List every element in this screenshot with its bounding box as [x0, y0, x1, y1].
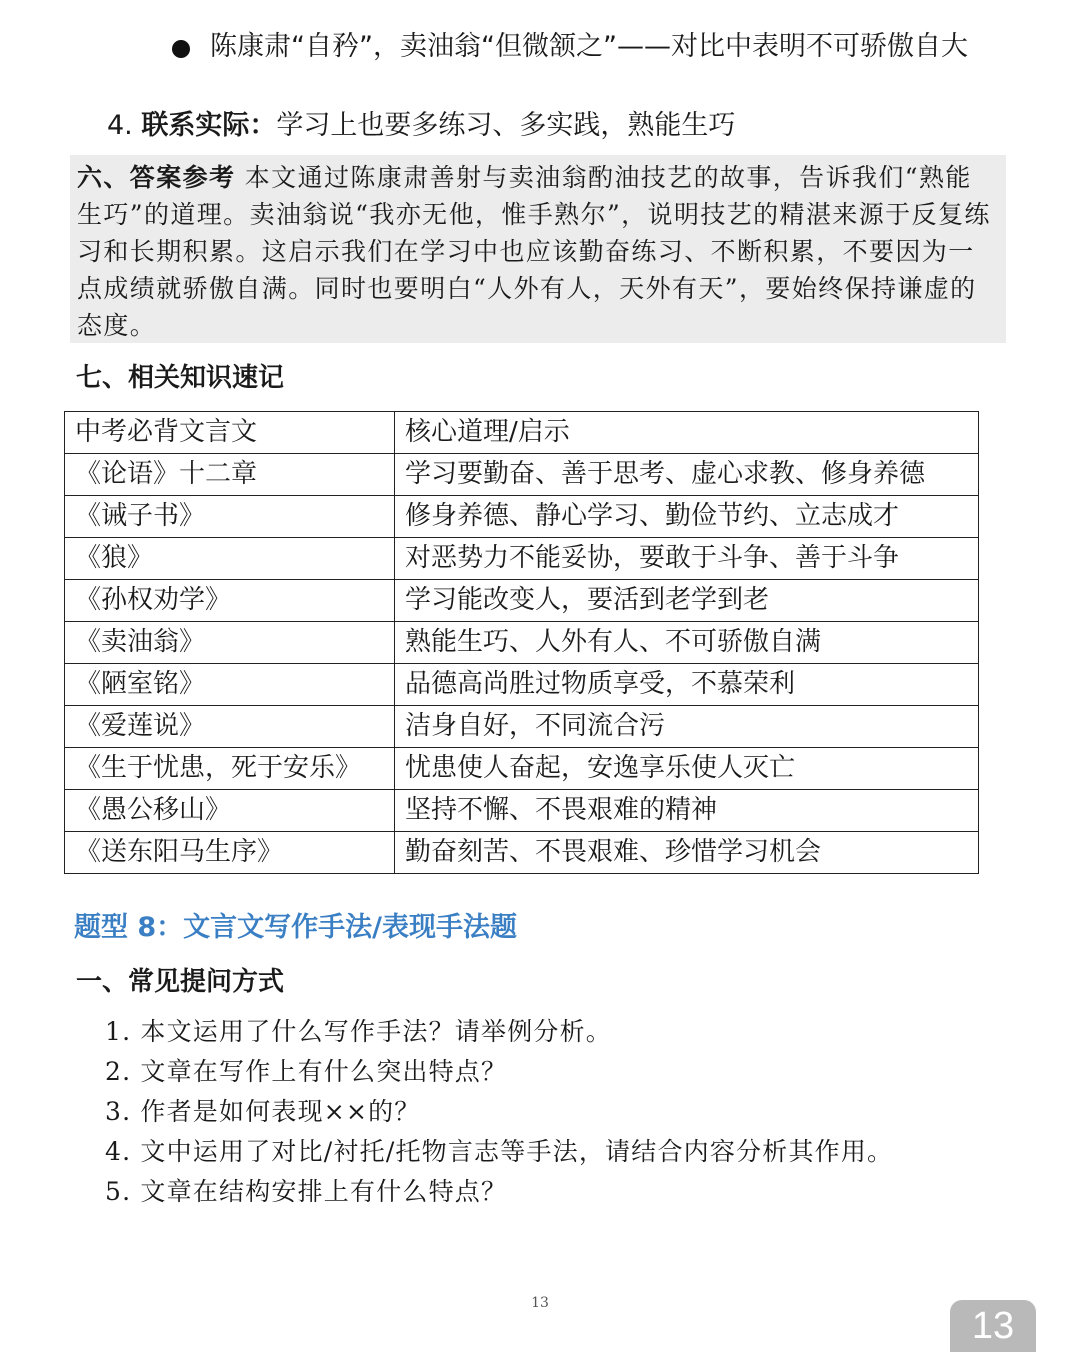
table-cell-title: 《卖油翁》 — [65, 622, 395, 664]
answer-reference-box — [70, 155, 1006, 343]
section-1-title: 一、常见提问方式 — [76, 967, 285, 997]
table-header-cell: 核心道理/启示 — [395, 412, 979, 454]
point-4-number: 4. — [107, 110, 133, 141]
table-cell-lesson: 坚持不懈、不畏艰难的精神 — [395, 790, 979, 832]
list-item: 5. 文章在结构安排上有什么特点？ — [105, 1177, 508, 1206]
table-cell-title: 《孙权劝学》 — [65, 580, 395, 622]
table-cell-title: 《送东阳马生序》 — [65, 832, 395, 874]
table-header-row — [65, 412, 979, 454]
table-cell-lesson: 熟能生巧、人外有人、不可骄傲自满 — [395, 622, 979, 664]
bullet-text: 陈康肃“自矜”，卖油翁“但微颔之”——对比中表明不可骄傲自大 — [210, 31, 968, 62]
table-row — [65, 622, 979, 664]
question-type-heading: 题型 8：文言文写作手法/表现手法题 — [74, 912, 518, 943]
point-4-label: 联系实际： — [141, 110, 277, 141]
table-cell-title: 《爱莲说》 — [65, 706, 395, 748]
table-row — [65, 664, 979, 706]
table-row — [65, 496, 979, 538]
knowledge-table — [64, 411, 979, 874]
table-row — [65, 454, 979, 496]
question-list — [105, 1012, 1005, 1212]
list-item: 4. 文中运用了对比/衬托/托物言志等手法，请结合内容分析其作用。 — [105, 1137, 894, 1166]
table-row — [65, 706, 979, 748]
table-cell-lesson: 勤奋刻苦、不畏艰难、珍惜学习机会 — [395, 832, 979, 874]
list-item: 1. 本文运用了什么写作手法？请举例分析。 — [105, 1017, 613, 1046]
table-row — [65, 580, 979, 622]
point-4 — [107, 107, 735, 145]
table-cell-title: 《陋室铭》 — [65, 664, 395, 706]
table-row — [65, 790, 979, 832]
answer-body: 本文通过陈康肃善射与卖油翁酌油技艺的故事，告诉我们“熟能生巧”的道理。卖油翁说“我亦无他，惟手熟尔”，说明技艺的精湛来源于反复练习和长期积累。这启示我们在学习中也应该勤奋练习、不断积累，不要因为一点成绩就骄傲自满。同时也要明白“人外有人，天外有天”，要始终保持谦虚的态度。 — [77, 163, 991, 340]
table-cell-title: 《论语》十二章 — [65, 454, 395, 496]
table-cell-title: 《狼》 — [65, 538, 395, 580]
section-7-title: 七、相关知识速记 — [76, 363, 285, 393]
table-cell-title: 《愚公移山》 — [65, 790, 395, 832]
table-row — [65, 538, 979, 580]
page-number: 13 — [531, 1295, 549, 1311]
bullet-icon — [172, 40, 190, 58]
point-4-text: 学习上也要多练习、多实践，熟能生巧 — [276, 110, 736, 141]
table-cell-lesson: 品德高尚胜过物质享受，不慕荣利 — [395, 664, 979, 706]
list-item: 3. 作者是如何表现××的？ — [105, 1097, 421, 1126]
table-cell-lesson: 学习要勤奋、善于思考、虚心求教、修身养德 — [395, 454, 979, 496]
table-row — [65, 748, 979, 790]
table-cell-lesson: 对恶势力不能妥协，要敢于斗争、善于斗争 — [395, 538, 979, 580]
table-cell-title: 《诫子书》 — [65, 496, 395, 538]
answer-heading: 六、答案参考 — [77, 163, 236, 192]
table-row — [65, 832, 979, 874]
table-header-cell: 中考必背文言文 — [65, 412, 395, 454]
table-cell-lesson: 学习能改变人，要活到老学到老 — [395, 580, 979, 622]
table-cell-lesson: 洁身自好，不同流合污 — [395, 706, 979, 748]
table-cell-title: 《生于忧患，死于安乐》 — [65, 748, 395, 790]
table-cell-lesson: 忧患使人奋起，安逸享乐使人灭亡 — [395, 748, 979, 790]
page-badge: 13 — [950, 1300, 1036, 1352]
table-cell-lesson: 修身养德、静心学习、勤俭节约、立志成才 — [395, 496, 979, 538]
list-item: 2. 文章在写作上有什么突出特点？ — [105, 1057, 508, 1086]
